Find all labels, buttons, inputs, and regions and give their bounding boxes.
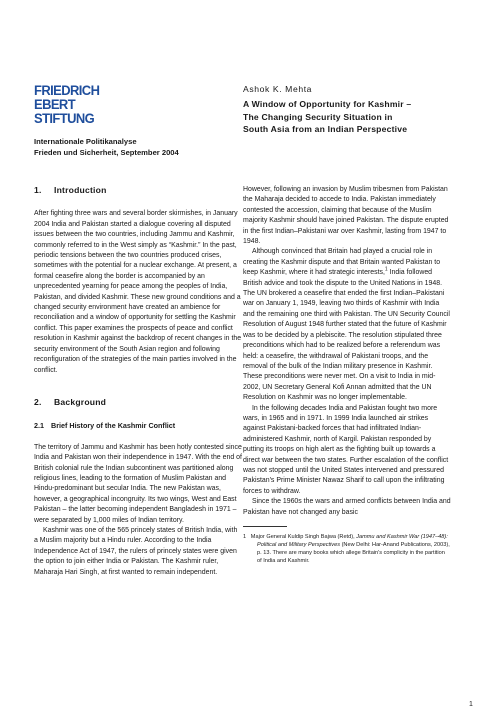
title-line-2: The Changing Security Situation in: [243, 111, 393, 122]
subsection-number: 2.1: [34, 421, 44, 431]
footnote-divider: [243, 526, 287, 527]
footnote-book-title: Jammu and Kashmir War (1947–48): Political and Military Perspectives: [257, 534, 448, 548]
right-paragraph-3: In the following decades India and Pakistan fought two more wars, in 1965 and in 1971. In 1999 India launched air strikes against Pakistani-backed forces that had infiltrated Indian-administered Kashmir, north of Kargil. Pakistan responded by putting its troops on high alert as the fighting built up towards a direct war between the two states. Further escalation of the conflict was not stopped until the United States intervened and pressured Pakistan's Prime Minister Nawaz Sharif to call upon the infiltrating forces to withdraw.: [243, 404, 449, 495]
logo-line-3: STIFTUNG: [34, 111, 95, 126]
series-subtitle: Frieden und Sicherheit, September 2004: [34, 147, 179, 157]
section-number: 2.: [34, 396, 42, 407]
title-line-3: South Asia from an Indian Perspective: [243, 124, 408, 134]
series-info: [34, 137, 179, 158]
left-column: [34, 185, 242, 578]
footnote-text-b: (New Delhi: Har-Anand Publications, 2003), p. 13. There are many books which allege Britain's complicity in the partition of India and Kashmir.: [257, 542, 450, 564]
section-number: 1.: [34, 185, 42, 195]
right-paragraph-1: However, following an invasion by Muslim tribesmen from Pakistan the Maharaja decided to accede to India. Pakistan immediately contested the accession, claiming that because of the Muslim majority Kashmir should have joined Pakistan. The dispute erupted in the first Indian–Pakistani war over Kashmir, lasting from 1947 to 1948.: [243, 186, 449, 246]
series-title: Internationale Politikanalyse: [34, 137, 137, 146]
right-paragraph-2-part-b: India followed British advice and took the dispute to the United Nations in 1948. The UN brokered a ceasefire that ended the first Indian–Pakistani war on January 1, 1949, leaving two thirds of Kashmir with India and the remaining one third with Pakistan. The UN Security Council Resolution of August 1948 further stated that the future of Kashmir was to be decided by a plebiscite. The resolution stipulated three preconditions which had to be realized before a referendum was held: a ceasefire, the withdrawal of Pakistani troops, and the removal of the bulk of the Indian military presence in Kashmir. These preconditions were never met. On a visit to India in mid-2002, UN Secretary General Kofi Annan admitted that the UN Resolution on Kashmir was no longer implementable.: [243, 269, 450, 402]
intro-paragraph: After fighting three wars and several border skirmishes, in January 2004 India and Pakistan started a dialogue covering all disputed issues between the two countries, including Jammu and Kashmir, commonly referred to in the West simply as “Kashmir.” In the past, periodic tensions between the two countries produced crises, sometimes with the potential for a nuclear exchange. At present, a formal ceasefire along the border is accompanied by an unprecedented yearning for peace among the peoples of India, Pakistan, and divided Kashmir. These new ground conditions and a changed security environment have created an ambience for reconciliation and a window of opportunity for settling the Kashmir conflict. This paper examines the prospects of peace and conflict resolution in Kashmir against the backdrop of recent changes in the security environment of the South Asian region and following reconfiguration of the strategies of the main parties involved in the conflict.: [34, 210, 242, 374]
title-line-1: A Window of Opportunity for Kashmir –: [243, 99, 412, 109]
subsection-title: Brief History of the Kashmir Conflict: [51, 421, 176, 431]
background-paragraph-2: Kashmir was one of the 565 princely states of British India, with a Muslim majority but a Hindu ruler. According to the India Independence Act of 1947, the rulers of princely states were given the option to join either India or Pakistan. The Kashmir ruler, Maharaja Hari Singh, at first wanted to remain independent.: [34, 526, 238, 576]
page-number: 1: [469, 701, 473, 708]
footnote: [243, 533, 451, 565]
footnote-number: 1: [243, 534, 247, 540]
right-paragraph-4: Since the 1960s the wars and armed conflicts between India and Pakistan have not changed any basic: [243, 498, 451, 516]
logo-line-1: FRIEDRICH: [34, 83, 100, 98]
section-title: Introduction: [54, 185, 107, 195]
footnote-text-a: Major General Kuldip Singh Bajwa (Retd),: [250, 534, 357, 540]
right-paragraph-2-part-a: Although convinced that Britain had played a crucial role in creating the Kashmir dispute and that Britain wanted Pakistan to keep Kashmir, where it had strategic interests,: [243, 248, 441, 277]
subsection-heading: [34, 421, 242, 431]
footnote-reference[interactable]: 1: [384, 266, 388, 273]
section-heading-introduction: [34, 185, 242, 195]
background-paragraph-1: The territory of Jammu and Kashmir has been hotly contested since India and Pakistan won their independence in 1947. With the end of British colonial rule the Indian subcontinent was partitioned along religious lines, leading to the formation of Muslim Pakistan and Hindu-predominant but secular India. The new Pakistan was, however, a geographical incongruity. Its two wings, West and East Pakistan – the latter becoming independent Bangladesh in 1971 – were separated by 1,000 miles of Indian territory.: [34, 443, 242, 524]
logo-line-2: EBERT: [34, 97, 76, 112]
section-heading-background: [34, 397, 242, 407]
paper-title: [243, 98, 463, 136]
friedrich-ebert-stiftung-logo: [34, 84, 112, 130]
right-paragraph-2: [243, 247, 451, 403]
author-name: Ashok K. Mehta: [243, 84, 313, 94]
right-column: [243, 185, 451, 565]
section-title: Background: [54, 396, 107, 407]
